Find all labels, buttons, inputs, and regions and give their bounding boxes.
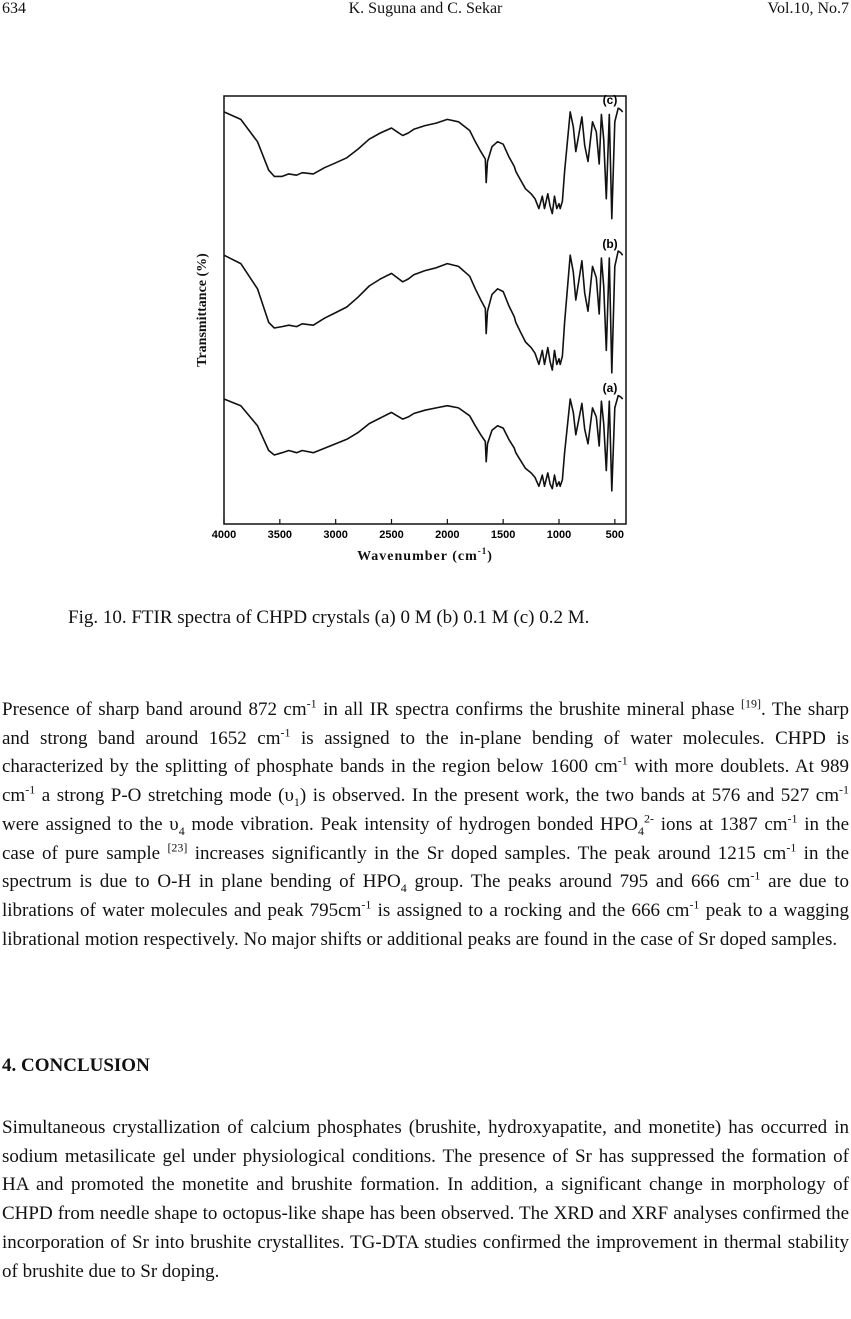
x-axis-label: Wavenumber $(cm^{-1})$ (357, 546, 493, 564)
curve-label: (c) (602, 93, 618, 107)
x-tick-label: 2000 (435, 529, 460, 541)
x-tick-label: 500 (605, 529, 625, 541)
x-tick-label: 3000 (323, 529, 348, 541)
spectrum-line-a (224, 396, 623, 491)
curve-label: (b) (602, 237, 618, 251)
curve-label: (a) (602, 381, 618, 395)
ftir-figure (180, 88, 650, 573)
paragraph-conclusion: Simultaneous crystallization of calcium phosphates (brushite, hydroxyapatite, and monetite) has occurred in sodium metasilicate gel under physiological conditions. The presence of Sr has suppressed the formation of HA and promoted the monetite and brushite formation. In addition, a significant change in morphology of CHPD from needle shape to octopus-like shape has been observed. The XRD and XRF analyses confirmed the incorporation of Sr into brushite crystallites. TG-DTA studies confirmed the improvement in thermal stability of brushite due to Sr doping. (2, 1117, 849, 1282)
running-header (0, 0, 851, 22)
x-tick-label: 2500 (379, 529, 404, 541)
citation-19: [19] (740, 696, 761, 711)
ftir-chart (180, 88, 650, 573)
section-heading-conclusion: 4. CONCLUSION (2, 1055, 150, 1076)
x-tick-label: 3500 (267, 529, 293, 541)
header-authors: K. Suguna and C. Sekar (348, 0, 503, 17)
citation-23: [23] (167, 840, 188, 855)
x-tick-label: 1500 (490, 529, 516, 541)
header-volume: Vol.10, No.7 (767, 0, 849, 17)
x-tick-label: 4000 (211, 529, 237, 541)
page-number: 634 (2, 0, 26, 17)
figure-caption: Fig. 10. FTIR spectra of CHPD crystals (a) 0 M (b) 0.1 M (c) 0.2 M. (68, 607, 590, 628)
x-tick-label: 1000 (546, 529, 572, 541)
spectrum-line-c (224, 108, 623, 218)
y-axis-label: Transmittance (%) (195, 253, 210, 367)
spectrum-line-b (224, 251, 623, 373)
paragraph-ir-discussion: Presence of sharp band around 872 $cm^{-1}$ in all IR spectra confirms the brushite mineral phase [19]. The sharp and strong band around 1652 $cm^{-1}$ is assigned to the in-plane bending of water molecules. CHPD is characterized by the splitting of phosphate bands in the region below 1600 $cm^{-1}$ with more doublets. At 989 $cm^{-1}$ a strong P-O stretching mode $(\upsilon_1)$ is observed. In the present work, the two bands at 576 and 527 $cm^{-1}$ were assigned to the $\upsilon_4$ mode vibration. Peak intensity of hydrogen bonded $HPO_4^{2-}$ ions at 1387 $cm^{-1}$ in the case of pure sample [23] increases significantly in the Sr doped samples. The peak around 1215 $cm^{-1}$ in the spectrum is due to O-H in plane bending of $HPO_4$ group. The peaks around 795 and 666 $cm^{-1}$ are due to librations of water molecules and peak $795cm^{-1}$ is assigned to a rocking and the 666 $cm^{-1}$ peak to a wagging librational motion respectively. No major shifts or additional peaks are found in the case of Sr doped samples. (2, 696, 850, 950)
